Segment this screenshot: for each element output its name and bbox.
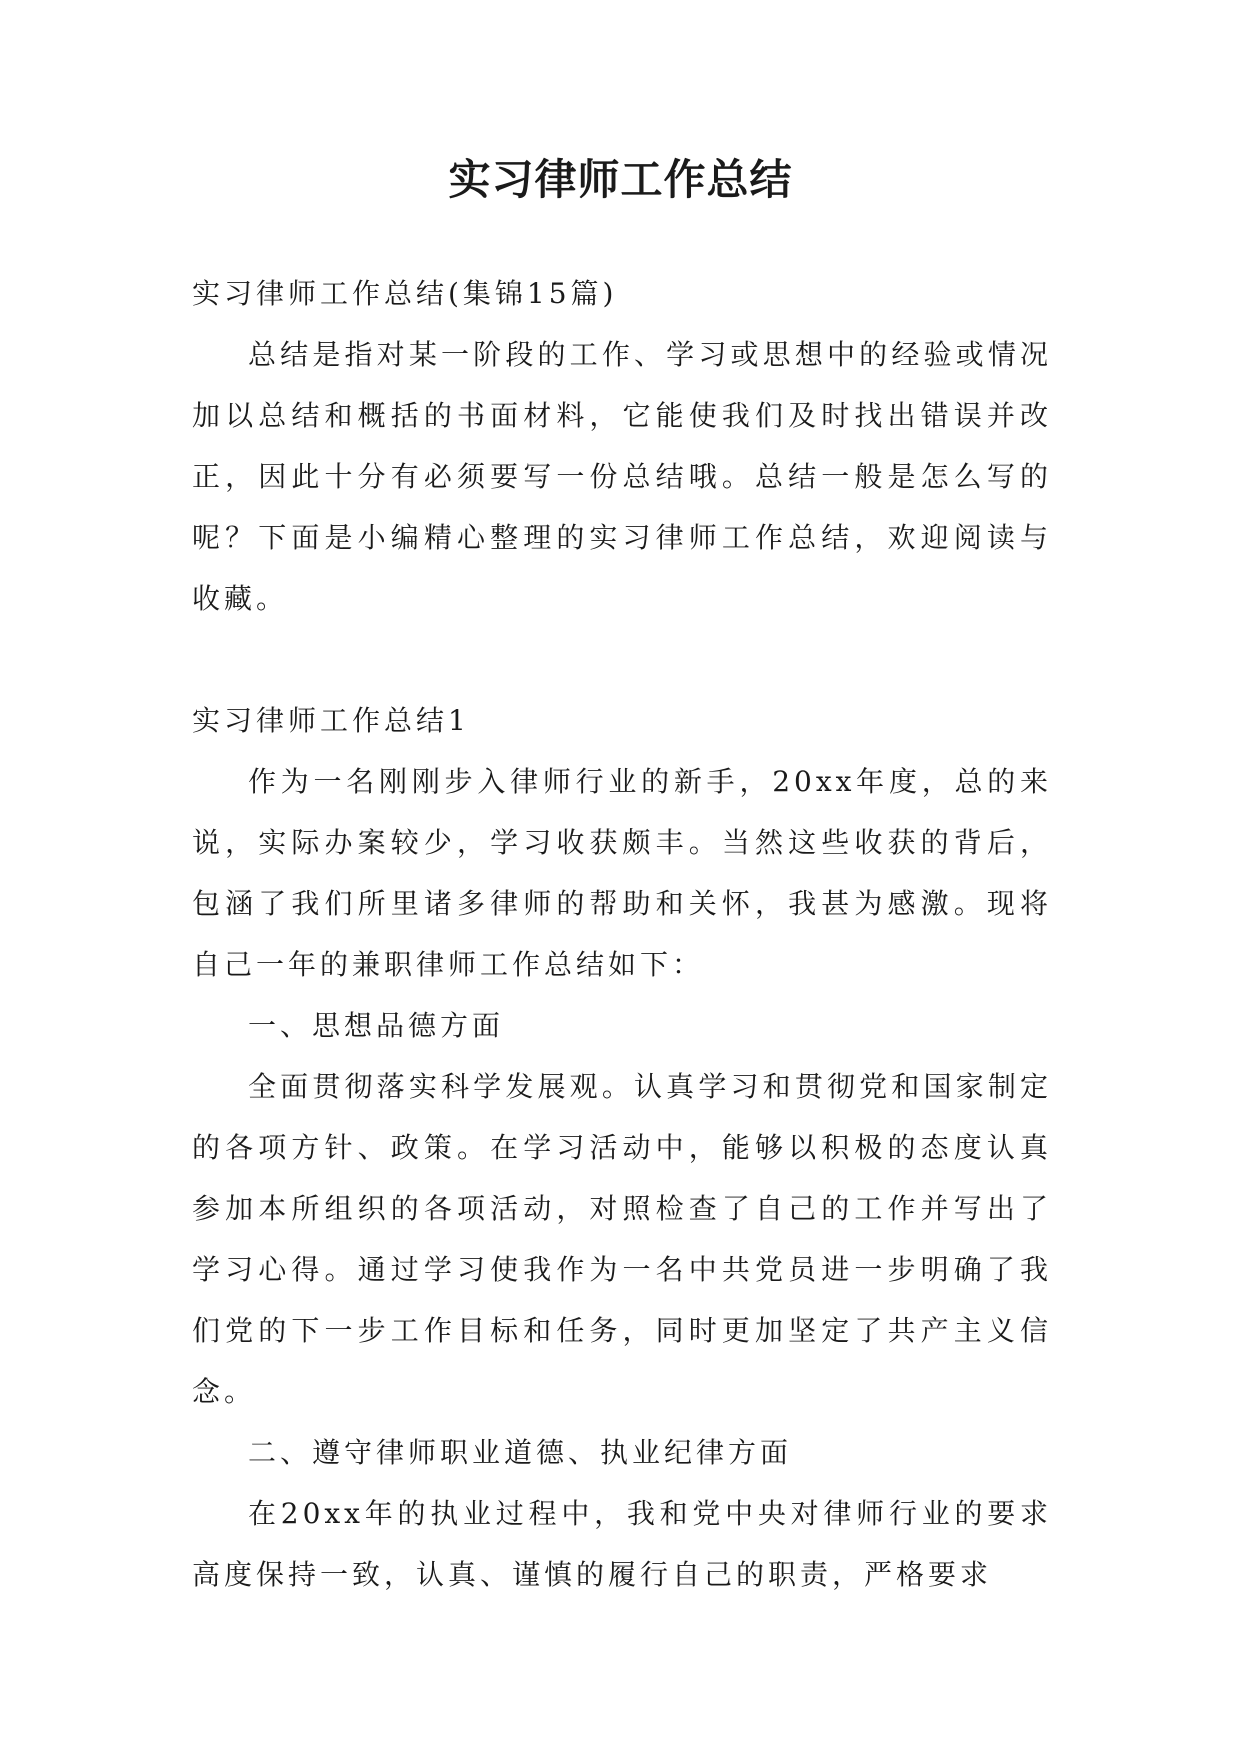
intro-paragraph: 总结是指对某一阶段的工作、学习或思想中的经验或情况加以总结和概括的书面材料，它能使我们及时找出错误并改正，因此十分有必须要写一份总结哦。总结一般是怎么写的呢？下面是小编精心整理的实习律师工作总结，欢迎阅读与收藏。 [192,338,1052,615]
point-paragraph: 全面贯彻落实科学发展观。认真学习和贯彻党和国家制定的各项方针、政策。在学习活动中，能够以积极的态度认真参加本所组织的各项活动，对照检查了自己的工作并写出了学习心得。通过学习使我作为一名中共党员进一步明确了我们党的下一步工作目标和任务，同时更加坚定了共产主义信念。 [192,1070,1052,1408]
point-heading: 一、思想品德方面 [248,1009,505,1042]
point-heading: 二、遵守律师职业道德、执业纪律方面 [248,1436,793,1469]
paragraph-gap [192,629,1052,690]
document-title: 实习律师工作总结 [448,155,793,204]
document-body [192,263,1052,1605]
point-paragraph: 在20xx年的执业过程中，我和党中央对律师行业的要求高度保持一致，认真、谨慎的履行自己的职责，严格要求 [192,1497,1052,1591]
document-subtitle: 实习律师工作总结(集锦15篇) [192,277,618,310]
section-paragraph: 作为一名刚刚步入律师行业的新手，20xx年度，总的来说，实际办案较少，学习收获颇丰。当然这些收获的背后，包涵了我们所里诸多律师的帮助和关怀，我甚为感激。现将自己一年的兼职律师工作总结如下： [192,765,1052,981]
section-heading: 实习律师工作总结1 [192,704,470,737]
